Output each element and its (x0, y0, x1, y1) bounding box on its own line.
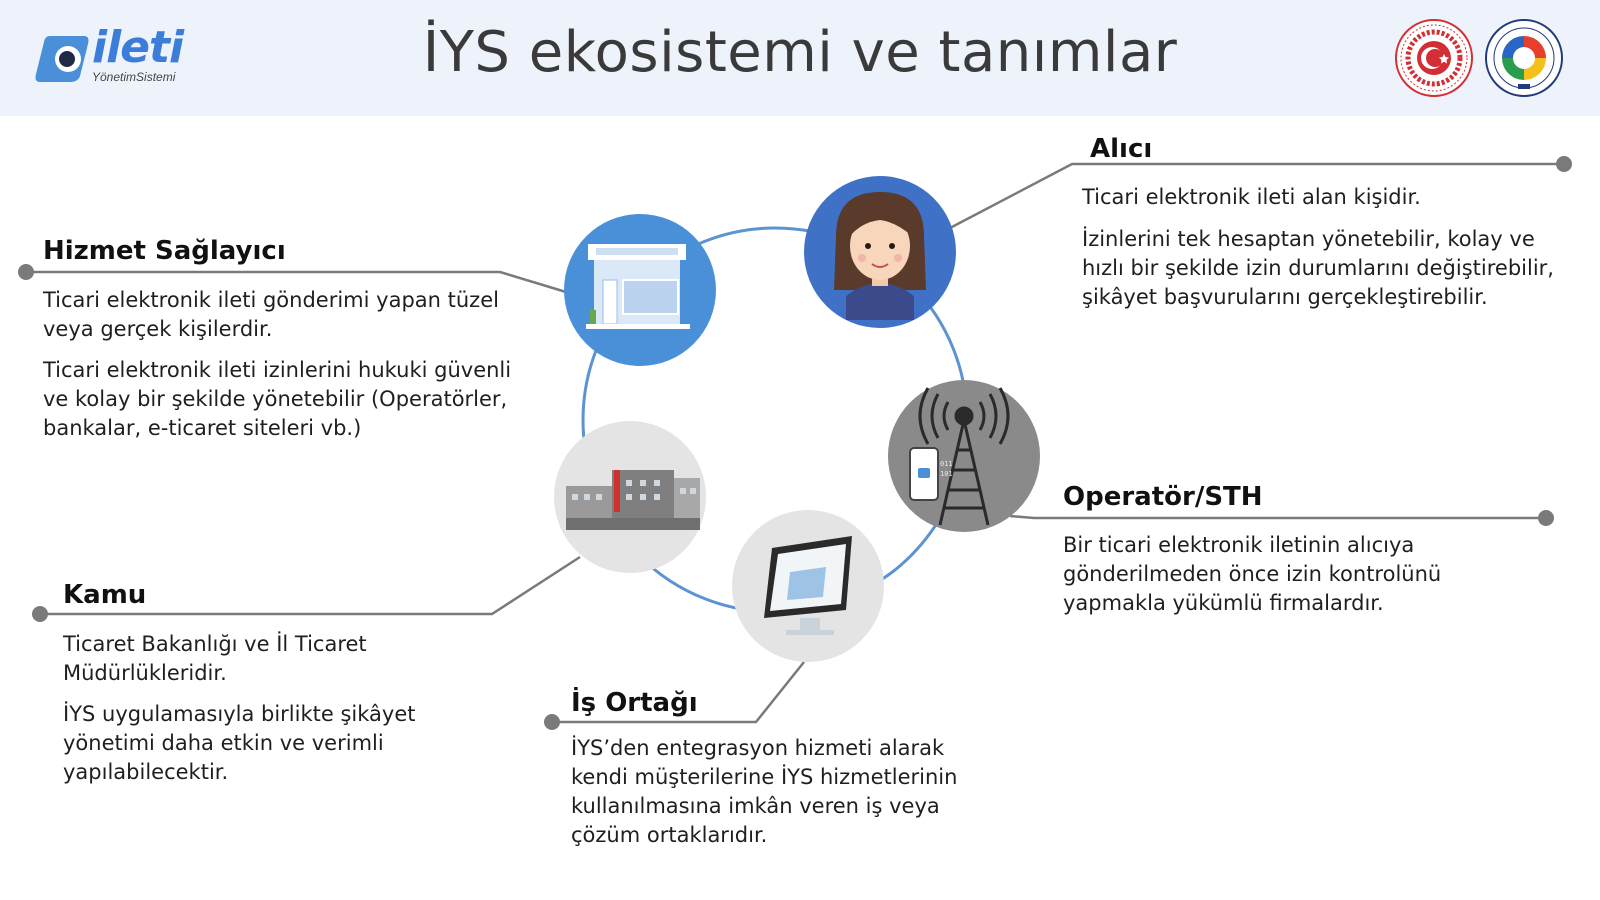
connector-dot-operator (1538, 510, 1554, 526)
desc-alici-1: Ticari elektronik ileti alan kişidir. (1082, 185, 1421, 209)
store-icon (586, 244, 690, 329)
desc-is-ortagi: İYS’den entegrasyon hizmeti alarak kendi müşterilerine İYS hizmetlerinin kullanılmasına imkân veren iş veya çözüm ortaklarıdır. (571, 736, 958, 847)
woman-avatar-icon (834, 192, 926, 320)
node-alici[interactable] (804, 176, 956, 328)
title-hizmet-saglayici: Hizmet Sağlayıcı (43, 236, 286, 266)
connector-dot-is-ortagi (544, 714, 560, 730)
logo-subtitle: YönetimSistemi (92, 70, 176, 84)
page-title: İYS ekosistemi ve tanımlar (422, 20, 1178, 85)
title-is-ortagi: İş Ortağı (571, 688, 698, 718)
connector-dot-kamu (32, 606, 48, 622)
node-kamu[interactable] (554, 421, 706, 573)
connector-operator (1010, 516, 1546, 518)
desc-hizmet-saglayici-1: Ticari elektronik ileti gönderimi yapan tüzel veya gerçek kişilerdir. (43, 288, 499, 341)
node-is-ortagi[interactable] (732, 510, 884, 662)
title-alici: Alıcı (1090, 134, 1153, 164)
node-hizmet-saglayici[interactable] (564, 214, 716, 366)
node-operator[interactable] (888, 380, 1040, 532)
title-kamu: Kamu (63, 580, 147, 610)
title-operator: Operatör/STH (1063, 482, 1263, 512)
desc-kamu-2: İYS uygulamasıyla birlikte şikâyet yönetimi daha etkin ve verimli yapılabilecektir. (63, 702, 416, 784)
desc-operator: Bir ticari elektronik iletinin alıcıya gönderilmeden önce izin kontrolünü yapmakla yükümlü firmalardır. (1063, 533, 1442, 615)
desc-hizmet-saglayici-2: Ticari elektronik ileti izinlerini hukuki güvenli ve kolay bir şekilde yönetebilir (Operatörler, bankalar, e-ticaret siteleri vb.) (43, 358, 512, 440)
svg-text:011: 011 (940, 460, 953, 468)
connector-dot-hizmet (18, 264, 34, 280)
logo-word: ileti (92, 22, 184, 73)
svg-text:101: 101 (940, 470, 953, 478)
desc-alici-2: İzinlerini tek hesaptan yönetebilir, kolay ve hızlı bir şekilde izin durumlarını değiştirebilir, şikâyet başvurularını gerçekleştirebilir. (1082, 227, 1554, 309)
desc-kamu-1: Ticaret Bakanlığı ve İl Ticaret Müdürlükleridir. (63, 632, 367, 685)
connector-dot-alici (1556, 156, 1572, 172)
